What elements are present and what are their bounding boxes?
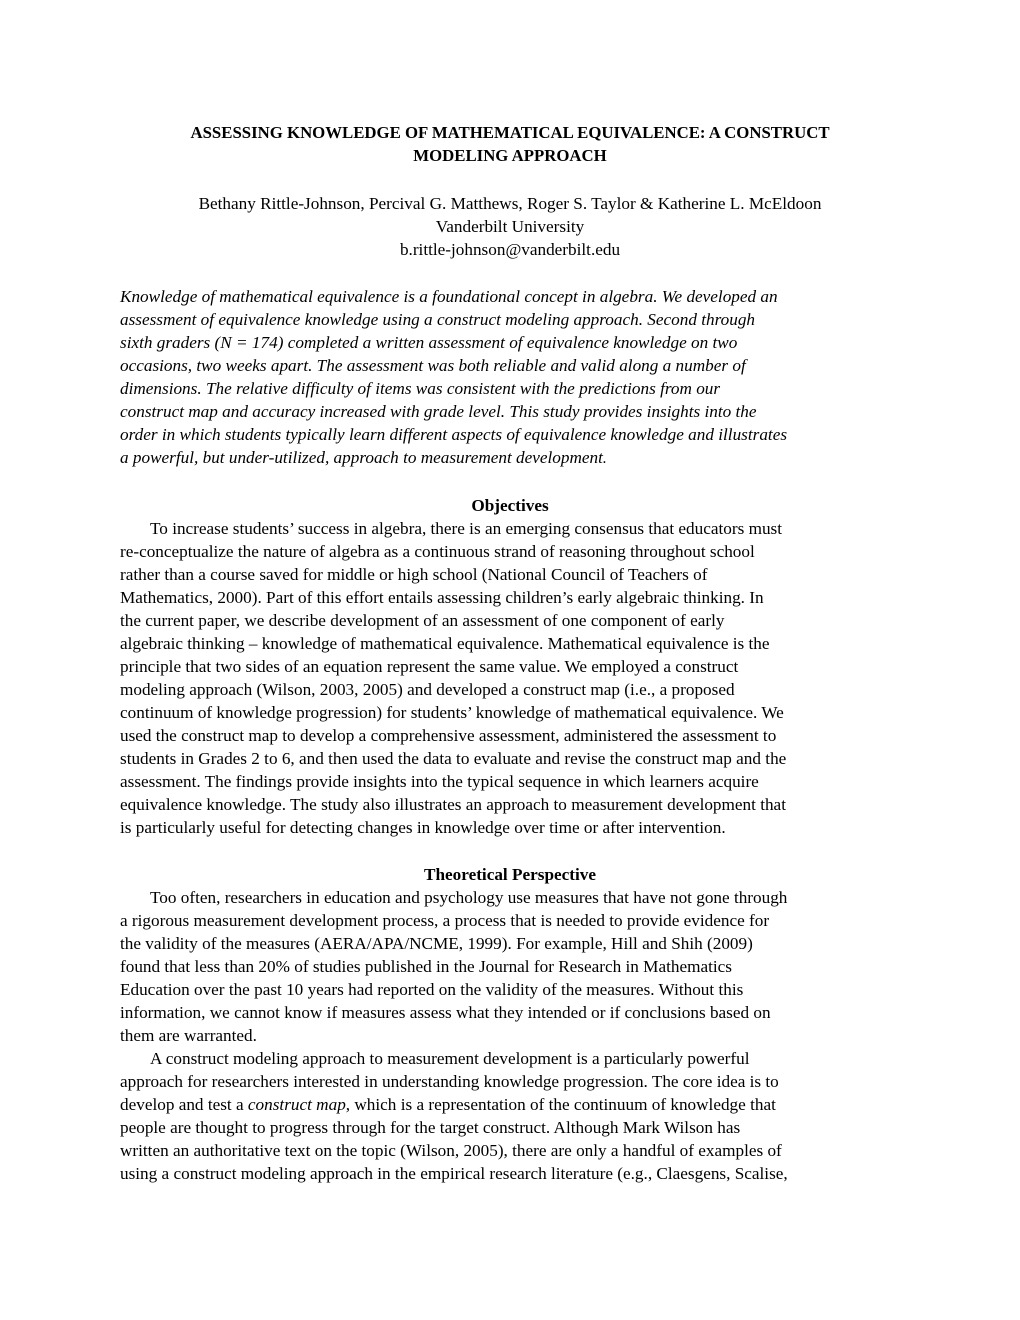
abstract-line (120, 446, 900, 470)
paragraph-line: principle that two sides of an equation represent the same value. We employed a construct (120, 657, 739, 676)
abstract (120, 285, 900, 470)
paragraph-line: the validity of the measures (AERA/APA/NCME, 1999). For example, Hill and Shih (2009) (120, 934, 753, 953)
paragraph-line: is particularly useful for detecting changes in knowledge over time or after intervention. (120, 818, 726, 837)
paragraph-line: students in Grades 2 to 6, and then used the data to evaluate and revise the construct map and the (120, 749, 787, 768)
paragraph-line: people are thought to progress through for the target construct. Although Mark Wilson has (120, 1118, 741, 1137)
abstract-line: dimensions. The relative difficulty of items was consistent with the predictions from our (120, 379, 721, 398)
abstract-line: assessment of equivalence knowledge using a construct modeling approach. Second through (120, 310, 756, 329)
paragraph-line: algebraic thinking – knowledge of mathematical equivalence. Mathematical equivalence is the (120, 634, 770, 653)
section-heading-theoretical-perspective: Theoretical Perspective (424, 865, 596, 884)
paragraph-line: Too often, researchers in education and psychology use measures that have not gone through (150, 888, 788, 907)
paragraph-line: equivalence knowledge. The study also illustrates an approach to measurement development that (120, 795, 786, 814)
paragraph-line: found that less than 20% of studies published in the Journal for Research in Mathematics (120, 957, 732, 976)
paragraph-line: information, we cannot know if measures assess what they intended or if conclusions based on (120, 1003, 771, 1022)
author-names: Bethany Rittle-Johnson, Percival G. Matthews, Roger S. Taylor & Katherine L. McEldoon (198, 194, 822, 213)
abstract-line: sixth graders (N = 174) completed a written assessment of equivalence knowledge on two (120, 333, 738, 352)
paper-title (120, 121, 900, 167)
author-block (120, 192, 900, 261)
paragraph-line: rather than a course saved for middle or high school (National Council of Teachers of (120, 565, 708, 584)
paragraph-line: using a construct modeling approach in the empirical research literature (e.g., Claesgens, Scalise, (120, 1164, 788, 1183)
section-heading-objectives: Objectives (471, 496, 549, 515)
abstract-last-text: a powerful, but under-utilized, approach to measurement development (120, 448, 603, 467)
paragraph-line: Mathematics, 2000). Part of this effort entails assessing children’s early algebraic thinking. In (120, 588, 764, 607)
abstract-line: Knowledge of mathematical equivalence is a foundational concept in algebra. We developed an (120, 287, 778, 306)
abstract-last-punct: . (602, 450, 607, 467)
abstract-line: order in which students typically learn different aspects of equivalence knowledge and illustrates (120, 425, 788, 444)
paragraph-line: a rigorous measurement development process, a process that is needed to provide evidence for (120, 911, 770, 930)
paragraph-line: Education over the past 10 years had reported on the validity of the measures. Without this (120, 980, 744, 999)
paragraph-line: continuum of knowledge progression) for students’ knowledge of mathematical equivalence. We (120, 703, 784, 722)
affiliation: Vanderbilt University (435, 217, 585, 236)
theoretical-paragraph-1 (120, 886, 900, 1047)
abstract-line: construct map and accuracy increased with grade level. This study provides insights into the (120, 402, 757, 421)
author-email: b.rittle-johnson@vanderbilt.edu (399, 240, 621, 259)
construct-map-term: construct map (247, 1095, 346, 1114)
paragraph-line: re-conceptualize the nature of algebra as a continuous strand of reasoning throughout school (120, 542, 755, 561)
paragraph-line: written an authoritative text on the topic (Wilson, 2005), there are only a handful of examples of (120, 1141, 782, 1160)
paragraph-line: them are warranted. (120, 1026, 257, 1045)
theoretical-paragraph-2 (120, 1047, 900, 1185)
paragraph-line: used the construct map to develop a comprehensive assessment, administered the assessment to (120, 726, 777, 745)
paper-body (120, 121, 900, 1185)
title-line: MODELING APPROACH (413, 146, 607, 165)
paragraph-line: A construct modeling approach to measurement development is a particularly powerful (150, 1049, 750, 1068)
title-line: ASSESSING KNOWLEDGE OF MATHEMATICAL EQUIVALENCE: A CONSTRUCT (190, 123, 830, 142)
paragraph-line: the current paper, we describe development of an assessment of one component of early (120, 611, 725, 630)
paragraph-line: approach for researchers interested in understanding knowledge progression. The core idea is to (120, 1072, 779, 1091)
paragraph-line: assessment. The findings provide insights into the typical sequence in which learners acquire (120, 772, 759, 791)
objectives-paragraph (120, 517, 900, 839)
paragraph-line: develop and test a construct map, which is a representation of the continuum of knowledge that (120, 1095, 776, 1114)
abstract-line: occasions, two weeks apart. The assessment was both reliable and valid along a number of (120, 356, 746, 375)
paragraph-line: To increase students’ success in algebra, there is an emerging consensus that educators must (150, 519, 782, 538)
paragraph-line: modeling approach (Wilson, 2003, 2005) and developed a construct map (i.e., a proposed (120, 680, 735, 699)
